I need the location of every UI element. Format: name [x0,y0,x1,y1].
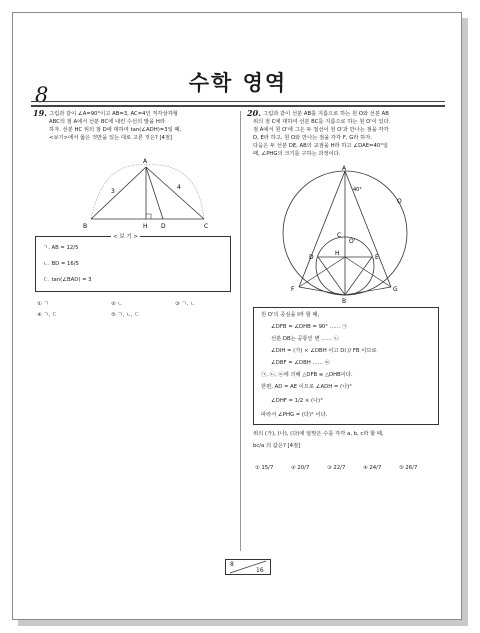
column-divider [240,111,241,551]
q20-label-o2: O' [349,238,356,245]
q20-choice-5[interactable]: ⑤ 26/7 [399,465,418,471]
q20-label-b: B [342,298,347,303]
q19-label-c: C [204,223,209,230]
q20-after-2: bc/a 의 값은? [4점] [253,443,301,449]
q20-line-1: 그림과 같이 선분 AB를 지름으로 하는 원 O와 선분 AB [263,111,389,117]
q20-label-h: H [335,250,340,257]
footer-page-indicator [225,559,271,575]
q20-label-angle: 40° [353,187,362,193]
q19-line-1: 그림과 같이 ∠A=90°이고 AB=3, AC=4인 직각삼각형 [49,111,178,117]
q20-proof-5: ∠DBF = ∠DBH …… ㉢ [271,360,331,366]
q20-proof-9: 따라서 ∠PHG = (다)° 이다. [261,412,328,418]
q19-choice-1[interactable]: ① ㄱ [37,301,49,307]
q20-choice-4[interactable]: ④ 24/7 [363,465,382,471]
q19-figure [73,153,223,233]
q20-line-6: 때, ∠PHG의 크기를 구하는 과정이다. [253,151,341,157]
q20-proof-8: ∠DHF = 1/2 × (나)° [271,398,323,404]
page-title: 수학 영역 [188,71,288,95]
q19-choice-5[interactable]: ⑤ ㄱ, ㄴ, ㄷ [111,312,140,318]
q19-label-b: B [83,223,88,230]
q19-line-3: 하자. 선분 HC 위의 점 D에 대하여 tan(∠ADH)=3일 때, [49,127,182,133]
q20-choice-1[interactable]: ① 15/7 [255,465,274,471]
q19-bogi-1: ㄱ. AB = 12/5 [43,245,79,251]
q20-label-o: O [397,198,402,205]
q20-label-f: F [291,286,295,293]
q19-label-a: A [143,158,148,165]
q19-choice-4[interactable]: ④ ㄱ, ㄷ [37,312,58,318]
exam-page [12,12,462,620]
header-rule [31,101,445,102]
q19-label-ac: 4 [177,184,181,191]
footer-total: 16 [256,567,264,574]
q20-label-e: E [375,254,379,261]
q20-proof-1: 원 O'의 중심을 I라 할 때, [261,312,320,318]
q19-label-d: D [161,223,166,230]
q20-proof-3: 선분 DB는 공통인 변 …… ㉡ [271,336,339,342]
q19-bogi-label: < 보 기 > [113,234,139,240]
q20-line-3: 점 A에서 원 O'에 그은 두 접선이 원 O'과 만나는 점을 각각 [253,127,389,133]
header-rule-thick [31,105,445,107]
q19-label-ab: 3 [111,188,115,195]
q20-label-g: G [393,286,398,293]
q20-proof-7: 한편, AD = AE 이므로 ∠ADH = (나)° [261,384,352,390]
page-number: 8 [35,83,49,107]
q19-choice-2[interactable]: ② ㄴ [111,301,123,307]
footer-page: 8 [230,561,234,568]
q20-proof-6: ㉠, ㉡, ㉢에 의해 △DFB ≡ △DHB이다. [261,372,353,378]
q20-line-2: 위의 점 C에 대하여 선분 BC를 지름으로 하는 원 O'이 있다. [253,119,391,125]
q19-bogi-3: ㄷ. tan(∠BAD) = 3 [43,277,92,283]
q20-number: 20. [247,108,261,118]
q20-line-5: 다음은 두 선분 DE, AB의 교점을 H라 하고 ∠DAE=40°일 [253,143,388,149]
q20-after-1: 위의 (가), (나), (다)에 알맞은 수를 각각 a, b, c라 할 때, [253,431,384,437]
q20-proof-2: ∠DFB = ∠DHB = 90° …… ㉠ [271,324,348,330]
q20-choice-3[interactable]: ③ 22/7 [327,465,346,471]
q19-label-h: H [143,223,148,230]
q20-label-c: C [337,232,342,239]
q19-line-4: <보기>에서 옳은 것만을 있는 대로 고른 것은? [4점] [49,135,173,141]
q19-bogi-2: ㄴ. BD = 16/5 [43,261,79,267]
q20-proof-4: ∠DIH = (가) × ∠DBH 이고 DI // FB 이므로 [271,348,377,354]
q19-number: 19. [33,108,47,118]
q20-label-d: D [309,254,314,261]
q20-figure [275,163,415,303]
q19-choice-3[interactable]: ③ ㄱ, ㄴ [175,301,196,307]
q19-line-2: ABC의 점 A에서 선분 BC에 내린 수선의 발을 H라 [49,119,165,125]
q20-label-a: A [342,165,347,172]
q20-choice-2[interactable]: ② 20/7 [291,465,310,471]
q20-line-4: D, E라 하고, 원 O와 만나는 점을 각각 F, G라 하자. [253,135,373,141]
